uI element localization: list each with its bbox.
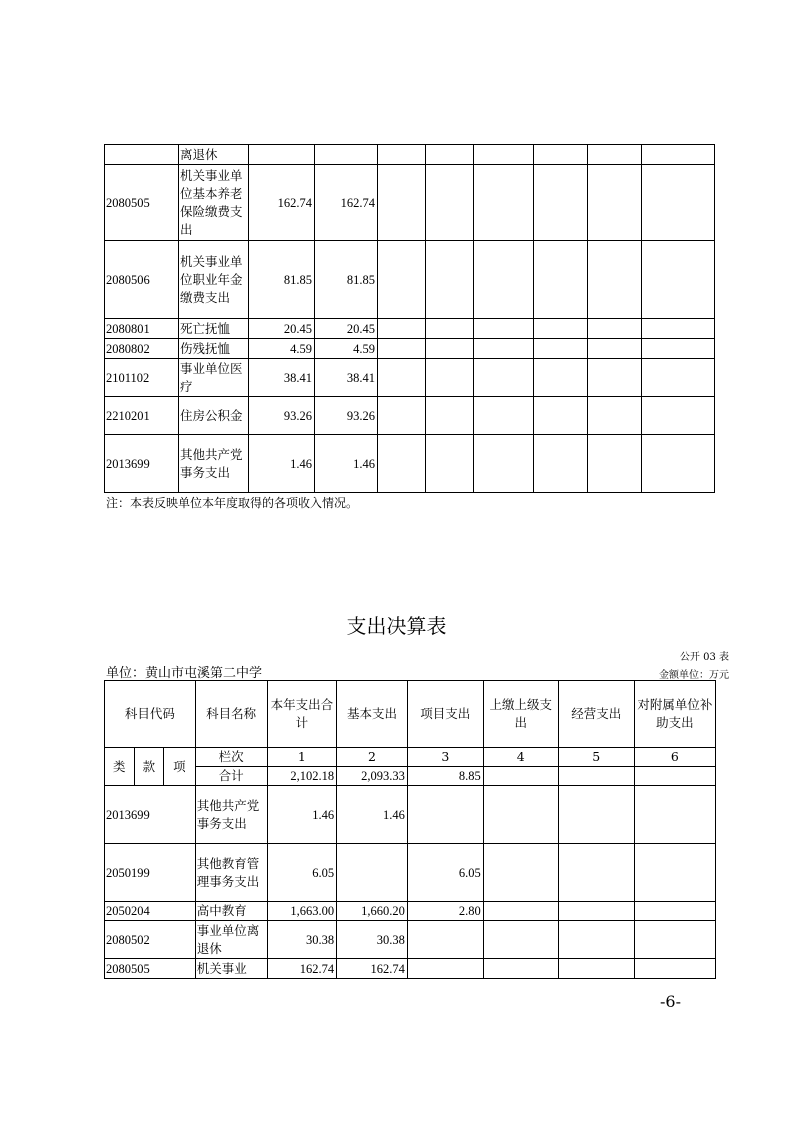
basic-cell: 93.26	[315, 397, 378, 435]
col-number: 6	[634, 748, 715, 767]
name-cell: 住房公积金	[179, 397, 249, 435]
basic-cell: 162.74	[337, 959, 408, 979]
page-number: -6-	[660, 992, 681, 1011]
code-cell: 2050204	[105, 902, 196, 921]
name-cell: 其他共产党事务支出	[179, 435, 249, 493]
money-unit-label: 金额单位：万元	[659, 670, 729, 681]
table-row	[105, 145, 715, 165]
table-row	[105, 397, 715, 435]
code-cell: 2080505	[105, 959, 196, 979]
total-cell: 30.38	[267, 921, 337, 959]
total-cell: 93.26	[249, 397, 315, 435]
header-code: 科目代码	[105, 681, 196, 748]
header-total: 本年支出合计	[267, 681, 337, 748]
table-row	[105, 902, 716, 921]
basic-cell: 4.59	[315, 339, 378, 359]
basic-cell: 81.85	[315, 241, 378, 319]
header-basic: 基本支出	[337, 681, 408, 748]
table-row	[105, 319, 715, 339]
col-number: 2	[337, 748, 408, 767]
code-cell: 2080802	[105, 339, 179, 359]
unit-label: 单位：黄山市屯溪第二中学	[106, 666, 263, 681]
total-cell	[249, 145, 315, 165]
project-cell	[407, 959, 483, 979]
code-cell: 2101102	[105, 359, 179, 397]
header-subsidy: 对附属单位补助支出	[634, 681, 715, 748]
total-cell: 1.46	[267, 786, 337, 844]
page-title: 支出决算表	[346, 614, 447, 638]
table-row	[105, 959, 716, 979]
header-business: 经营支出	[558, 681, 634, 748]
table-row	[105, 339, 715, 359]
total-cell: 1,663.00	[267, 902, 337, 921]
table-note: 注：本表反映单位本年度取得的各项收入情况。	[106, 496, 359, 510]
code-cell: 2080502	[105, 921, 196, 959]
project-cell	[407, 786, 483, 844]
basic-cell: 38.41	[315, 359, 378, 397]
table-row	[105, 241, 715, 319]
project-sum: 8.85	[407, 767, 483, 786]
project-cell: 2.80	[407, 902, 483, 921]
table-row	[105, 359, 715, 397]
col-number: 3	[407, 748, 483, 767]
name-cell: 事业单位离退休	[195, 921, 267, 959]
header-lanci: 栏次	[195, 748, 267, 767]
total-cell: 4.59	[249, 339, 315, 359]
table-row	[105, 921, 716, 959]
total-cell: 38.41	[249, 359, 315, 397]
expense-table	[104, 680, 716, 979]
form-number: 公开 03 表	[679, 652, 729, 663]
table-row	[105, 786, 716, 844]
name-cell: 死亡抚恤	[179, 319, 249, 339]
code-cell	[105, 145, 179, 165]
project-cell: 6.05	[407, 844, 483, 902]
code-cell: 2013699	[105, 786, 196, 844]
code-cell: 2013699	[105, 435, 179, 493]
name-cell: 机关事业单位职业年金缴费支出	[179, 241, 249, 319]
income-table-continued	[104, 144, 715, 493]
totals-row	[105, 767, 716, 786]
header-row	[105, 681, 716, 748]
code-cell: 2080801	[105, 319, 179, 339]
total-cell: 1.46	[249, 435, 315, 493]
basic-sum: 2,093.33	[337, 767, 408, 786]
name-cell: 离退休	[179, 145, 249, 165]
header-lei: 类	[105, 748, 135, 786]
basic-cell: 20.45	[315, 319, 378, 339]
header-heji: 合计	[195, 767, 267, 786]
name-cell: 高中教育	[195, 902, 267, 921]
basic-cell	[337, 844, 408, 902]
code-cell: 2080505	[105, 165, 179, 241]
name-cell: 其他共产党事务支出	[195, 786, 267, 844]
header-project: 项目支出	[407, 681, 483, 748]
total-cell: 6.05	[267, 844, 337, 902]
table-row	[105, 844, 716, 902]
total-cell: 20.45	[249, 319, 315, 339]
name-cell: 伤残抚恤	[179, 339, 249, 359]
col-number: 4	[483, 748, 558, 767]
basic-cell: 30.38	[337, 921, 408, 959]
name-cell: 机关事业单位基本养老保险缴费支出	[179, 165, 249, 241]
column-number-row	[105, 748, 716, 767]
basic-cell	[315, 145, 378, 165]
col-number: 1	[267, 748, 337, 767]
basic-cell: 162.74	[315, 165, 378, 241]
total-cell: 81.85	[249, 241, 315, 319]
header-kuan: 款	[134, 748, 164, 786]
code-cell: 2210201	[105, 397, 179, 435]
name-cell: 事业单位医疗	[179, 359, 249, 397]
project-cell	[407, 921, 483, 959]
header-xiang: 项	[164, 748, 196, 786]
total-cell: 162.74	[267, 959, 337, 979]
name-cell: 机关事业	[195, 959, 267, 979]
code-cell: 2080506	[105, 241, 179, 319]
code-cell: 2050199	[105, 844, 196, 902]
total-sum: 2,102.18	[267, 767, 337, 786]
table-row	[105, 435, 715, 493]
header-name: 科目名称	[195, 681, 267, 748]
table-row	[105, 165, 715, 241]
name-cell: 其他教育管理事务支出	[195, 844, 267, 902]
col-number: 5	[558, 748, 634, 767]
total-cell: 162.74	[249, 165, 315, 241]
basic-cell: 1,660.20	[337, 902, 408, 921]
header-upper: 上缴上级支出	[483, 681, 558, 748]
basic-cell: 1.46	[337, 786, 408, 844]
basic-cell: 1.46	[315, 435, 378, 493]
